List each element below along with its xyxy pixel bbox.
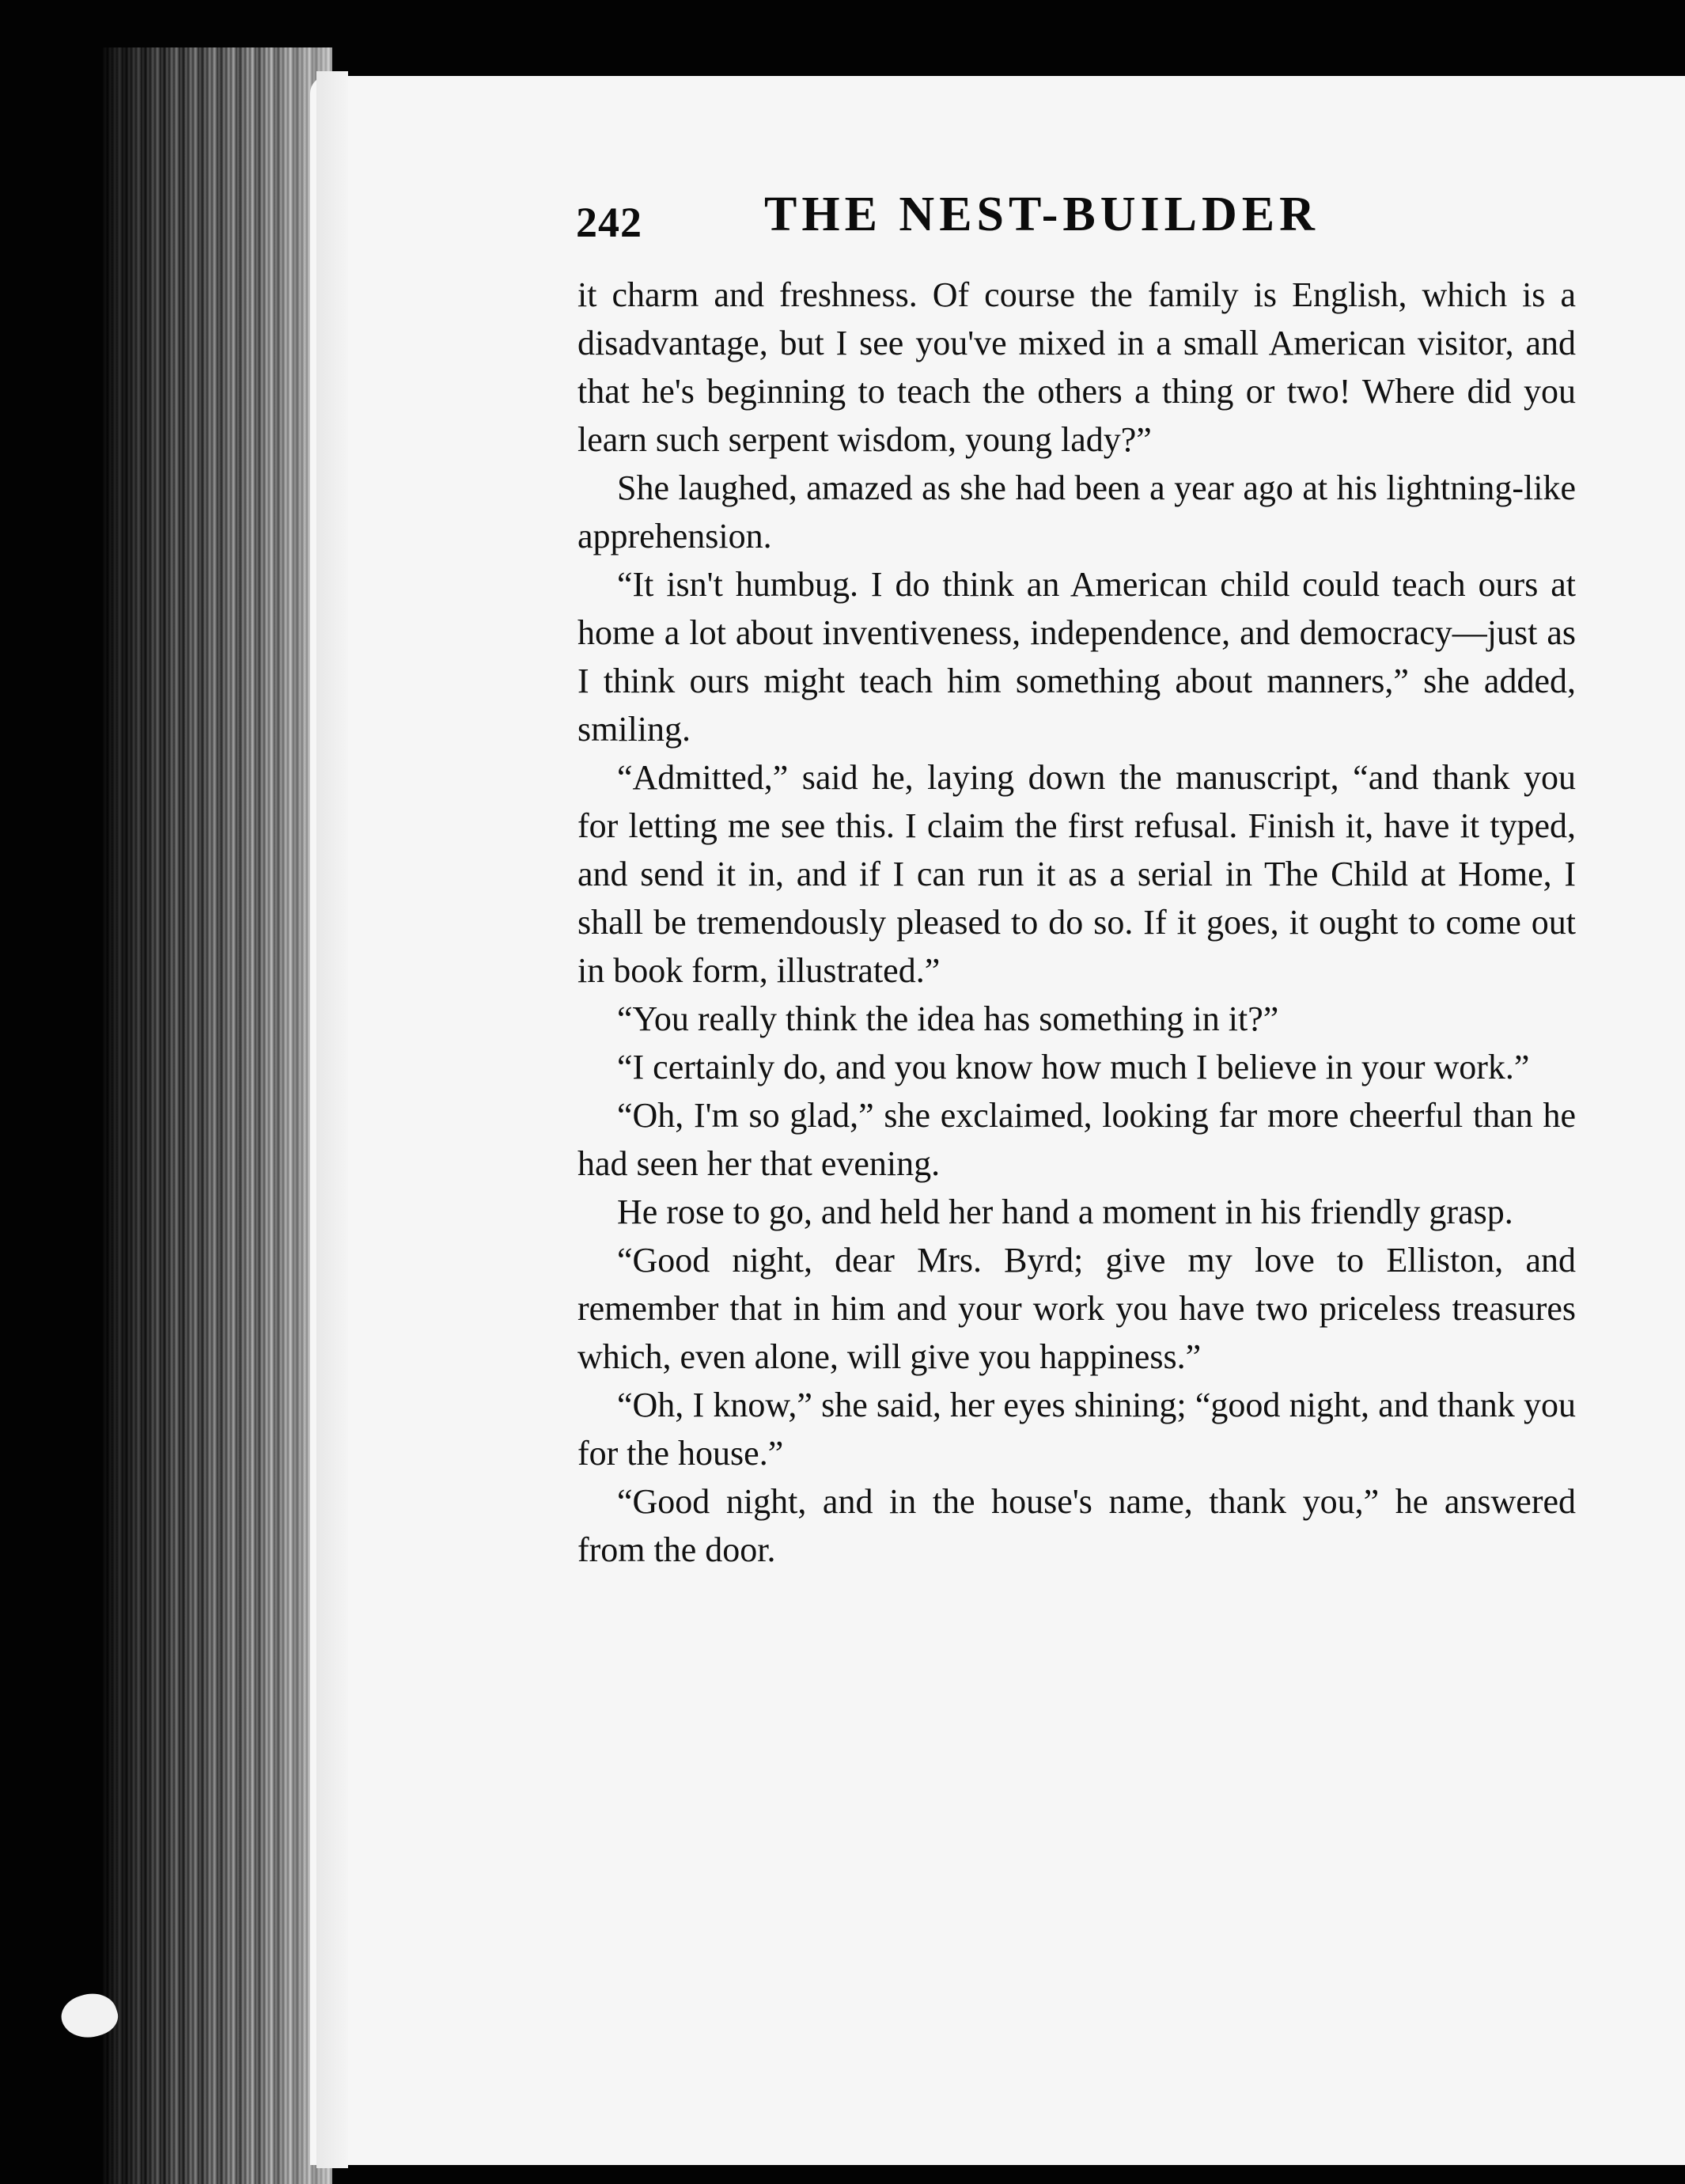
paragraph: “You really think the idea has something in it?”: [617, 999, 1279, 1038]
paragraph: He rose to go, and held her hand a moment in his friendly grasp.: [617, 1192, 1513, 1231]
paragraph: “Good night, and in the house's name, thank you,” he answered from the door.: [577, 1482, 1576, 1569]
paragraph: She laughed, amazed as she had been a year ago at his lightning-like apprehension.: [577, 468, 1576, 555]
paragraph: “I certainly do, and you know how much I believe in your work.”: [617, 1048, 1530, 1086]
running-title: THE NEST-BUILDER: [764, 188, 1320, 241]
paragraph: “Oh, I know,” she said, her eyes shining; “good night, and thank you for the house.”: [577, 1386, 1576, 1473]
page-number: 242: [576, 199, 642, 246]
page-gutter: [316, 71, 348, 2168]
paragraph: “Oh, I'm so glad,” she exclaimed, looking far more cheerful than he had seen her that evening.: [577, 1096, 1576, 1183]
running-header: [576, 182, 1581, 253]
paragraph: “Good night, dear Mrs. Byrd; give my love to Elliston, and remember that in him and your work you have two priceless treasures which, even alone, will give you happiness.”: [577, 1241, 1576, 1376]
paragraph: “It isn't humbug. I do think an American child could teach ours at home a lot about inventiveness, independence, and democracy—just as I think ours might teach him something about manners,” she added, smiling.: [577, 565, 1576, 749]
body-text: [577, 271, 1576, 1574]
paragraph: it charm and freshness. Of course the family is English, which is a disadvantage, but I see you've mixed in a small American visitor, and that he's beginning to teach the others a thing or two! Where did you learn such serpent wisdom, young lady?”: [577, 275, 1576, 459]
paragraph: “Admitted,” said he, laying down the manuscript, “and thank you for letting me see this. I claim the first refusal. Finish it, have it typed, and send it in, and if I can run it as a serial in The Child at Home, I shall be tremendously pleased to do so. If it goes, it ought to come out in book form, illustrated.”: [577, 758, 1576, 990]
page-edges: [103, 47, 332, 2184]
